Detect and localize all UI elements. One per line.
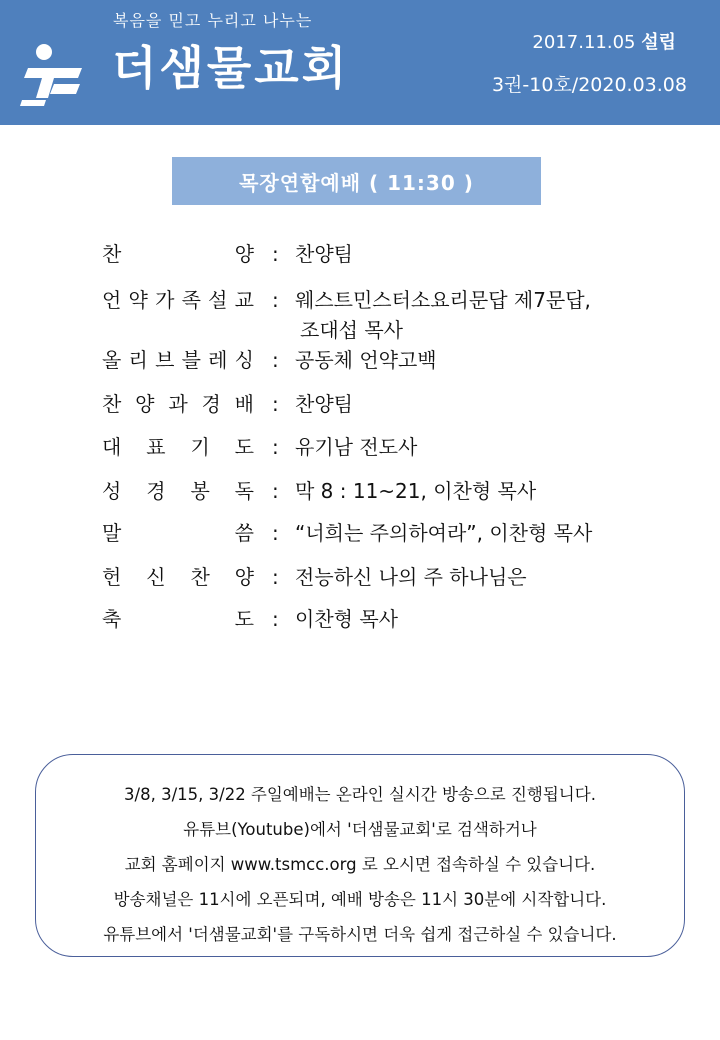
church-name: 더샘물교회 <box>112 41 350 95</box>
church-tagline: 복음을 믿고 누리고 나누는 <box>113 11 313 30</box>
order-label-char: 경 <box>201 392 221 416</box>
order-value: 유기남 전도사 <box>295 435 418 459</box>
order-separator: : <box>272 607 279 631</box>
order-label-char: 배 <box>234 392 254 416</box>
order-label-char: 가 <box>155 288 175 312</box>
order-separator: : <box>272 479 279 503</box>
order-label-char: 찬 <box>190 565 210 589</box>
order-separator: : <box>272 288 279 312</box>
order-label <box>102 475 254 507</box>
order-label-char: 기 <box>190 435 210 459</box>
order-label-char: 양 <box>234 565 254 589</box>
order-label-char: 봉 <box>190 479 210 503</box>
order-label-char: 리 <box>128 348 148 372</box>
order-value-continued: 조대섭 목사 <box>300 318 403 342</box>
order-value: 공동체 언약고백 <box>295 348 437 372</box>
order-separator: : <box>272 565 279 589</box>
founded-date-value: 2017.11.05 <box>532 32 636 53</box>
order-label <box>102 517 254 549</box>
notice-line: 3/8, 3/15, 3/22 주일예배는 온라인 실시간 방송으로 진행됩니다. <box>124 785 596 804</box>
order-label-char: 씀 <box>234 521 254 545</box>
order-separator: : <box>272 521 279 545</box>
order-label <box>102 344 254 376</box>
order-label-char: 경 <box>146 479 166 503</box>
order-value: 찬양팀 <box>295 392 353 416</box>
order-label-char: 교 <box>234 288 254 312</box>
order-label <box>102 603 254 635</box>
order-label-char: 찬 <box>102 392 122 416</box>
header-banner <box>0 0 720 125</box>
notice-line: 유튜브에서 '더샘물교회'를 구독하시면 더욱 쉽게 접근하실 수 있습니다. <box>103 925 617 944</box>
order-label-char: 도 <box>234 607 254 631</box>
order-label <box>102 238 254 270</box>
order-label-char: 성 <box>102 479 122 503</box>
order-label-char: 양 <box>135 392 155 416</box>
order-value: “너희는 주의하여라”, 이찬형 목사 <box>295 521 593 545</box>
order-label-char: 싱 <box>234 348 254 372</box>
order-value: 막 8 : 11~21, 이찬형 목사 <box>295 479 537 503</box>
order-value: 웨스트민스터소요리문답 제7문답, <box>295 288 591 312</box>
order-label <box>102 284 254 316</box>
notice-line: 유튜브(Youtube)에서 '더샘물교회'로 검색하거나 <box>183 820 537 839</box>
order-label-char: 과 <box>168 392 188 416</box>
order-label-char: 블 <box>181 348 201 372</box>
order-separator: : <box>272 392 279 416</box>
order-label-char: 설 <box>208 288 228 312</box>
order-label-char: 표 <box>146 435 166 459</box>
order-value: 찬양팀 <box>295 242 353 266</box>
order-label <box>102 561 254 593</box>
order-separator: : <box>272 242 279 266</box>
notice-line: 방송채널은 11시에 오픈되며, 예배 방송은 11시 30분에 시작합니다. <box>113 890 607 909</box>
order-label <box>102 431 254 463</box>
founded-date <box>532 28 676 54</box>
order-label-char: 올 <box>102 348 122 372</box>
order-label <box>102 388 254 420</box>
order-value: 전능하신 나의 주 하나님은 <box>295 565 527 589</box>
order-separator: : <box>272 435 279 459</box>
order-label-char: 헌 <box>102 565 122 589</box>
order-label-char: 대 <box>102 435 122 459</box>
issue-number: 3권-10호/2020.03.08 <box>491 74 687 96</box>
order-value: 이찬형 목사 <box>295 607 398 631</box>
order-label-char: 도 <box>234 435 254 459</box>
order-label-char: 약 <box>128 288 148 312</box>
notice-line: 교회 홈페이지 www.tsmcc.org 로 오시면 접속하실 수 있습니다. <box>124 855 596 874</box>
order-label-char: 신 <box>146 565 166 589</box>
order-label-char: 브 <box>155 348 175 372</box>
order-label-char: 양 <box>234 242 254 266</box>
service-title: 목장연합예배 ( 11:30 ) <box>172 157 541 205</box>
order-label-char: 언 <box>102 288 122 312</box>
order-label-char: 찬 <box>102 242 122 266</box>
order-label-char: 말 <box>102 521 122 545</box>
order-label-char: 독 <box>234 479 254 503</box>
founded-label: 설립 <box>641 32 676 53</box>
order-label-char: 레 <box>208 348 228 372</box>
order-label-char: 족 <box>181 288 201 312</box>
church-logo-icon <box>20 42 90 106</box>
notice-box <box>35 754 685 957</box>
order-label-char: 축 <box>102 607 122 631</box>
order-separator: : <box>272 348 279 372</box>
